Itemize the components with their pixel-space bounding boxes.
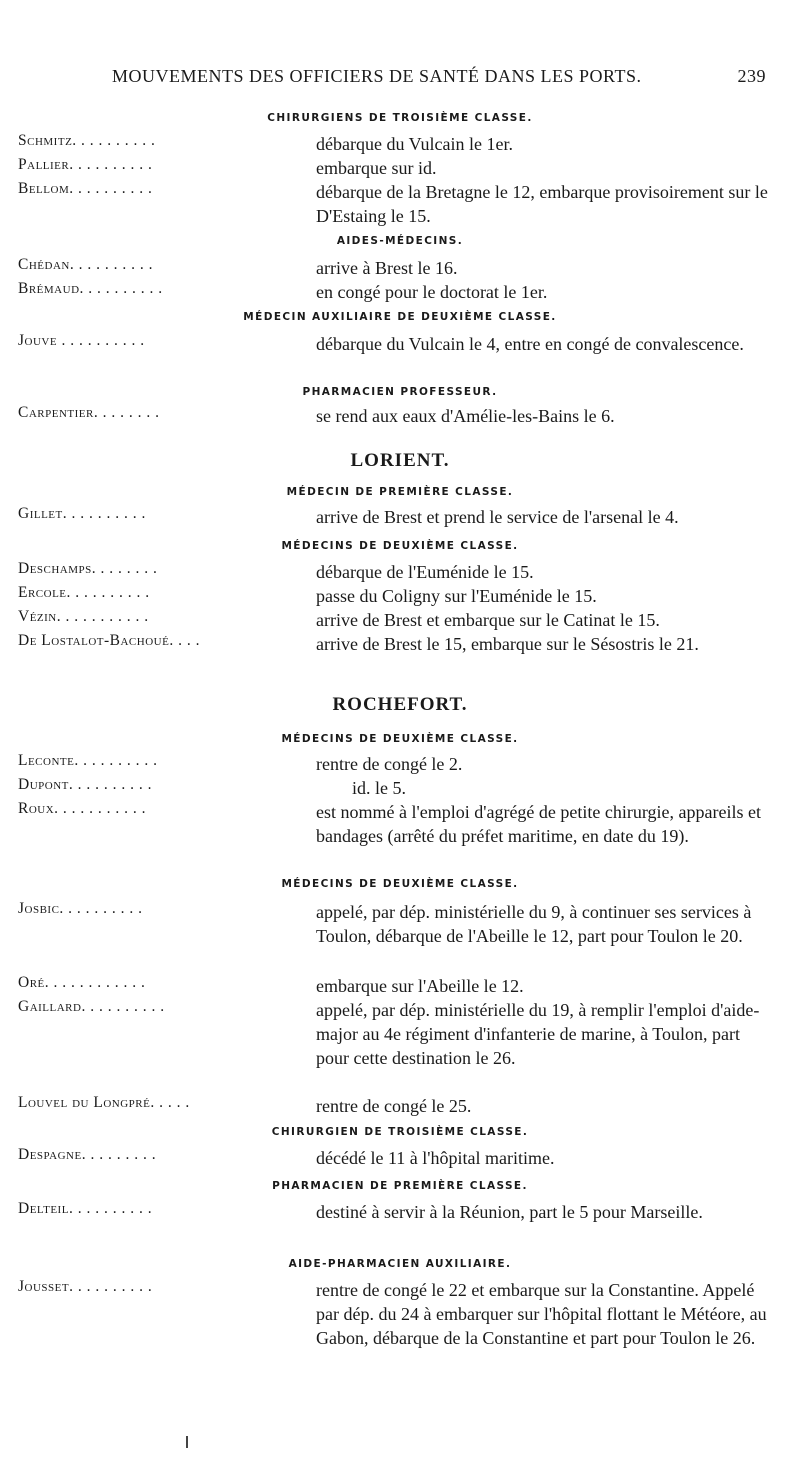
section-heading-rochefort-pharmacien-1: PHARMACIEN DE PREMIÈRE CLASSE. xyxy=(272,1180,528,1192)
movement-text: arrive de Brest le 15, embarque sur le Sésostris le 21. xyxy=(316,634,699,654)
movement-text: débarque du Vulcain le 4, entre en congé de convalescence. xyxy=(316,334,744,354)
movement-text: en congé pour le doctorat le 1er. xyxy=(316,282,548,302)
officer-name: Chédan. . . . . . . . . . xyxy=(18,256,153,273)
movement-text: débarque de l'Euménide le 15. xyxy=(316,562,534,582)
officer-name: Gaillard. . . . . . . . . . xyxy=(18,998,165,1015)
section-heading-rochefort-chirurgien-3: CHIRURGIEN DE TROISIÈME CLASSE. xyxy=(271,1126,529,1138)
officer-name: Josbic. . . . . . . . . . xyxy=(18,900,143,917)
officer-name: De Lostalot-Bachoué. . . . xyxy=(18,632,200,649)
movement-text: id. le 5. xyxy=(352,778,406,798)
movement-text: débarque de la Bretagne le 12, embarque provisoirement sur le D'Estaing le 15. xyxy=(316,182,768,226)
officer-name: Leconte. . . . . . . . . . xyxy=(18,752,158,769)
movement-text: rentre de congé le 25. xyxy=(316,1096,472,1116)
port-heading-rochefort: ROCHEFORT. xyxy=(332,694,468,715)
section-heading-lorient-medecins-2: MÉDECINS DE DEUXIÈME CLASSE. xyxy=(281,540,519,552)
running-head xyxy=(112,66,766,92)
section-heading-rochefort-medecins-2b: MÉDECINS DE DEUXIÈME CLASSE. xyxy=(281,878,519,890)
officer-name: Vézin. . . . . . . . . . . xyxy=(18,608,149,625)
movement-text: rentre de congé le 2. xyxy=(316,754,463,774)
movement-text: destiné à servir à la Réunion, part le 5 pour Marseille. xyxy=(316,1202,703,1222)
officer-name: Schmitz. . . . . . . . . . xyxy=(18,132,156,149)
section-heading-rochefort-aide-pharmacien: AIDE-PHARMACIEN AUXILIAIRE. xyxy=(288,1258,512,1270)
officer-name: Despagne. . . . . . . . . xyxy=(18,1146,157,1163)
movement-text: débarque du Vulcain le 1er. xyxy=(316,134,514,154)
movement-text: appelé, par dép. ministérielle du 9, à continuer ses services à Toulon, débarque de l'Abeille le 12, part pour Toulon le 20. xyxy=(316,902,752,946)
officer-name: Roux. . . . . . . . . . . xyxy=(18,800,147,817)
movement-text: arrive à Brest le 16. xyxy=(316,258,458,278)
section-heading-lorient-medecin-1: MÉDECIN DE PREMIÈRE CLASSE. xyxy=(286,486,514,498)
section-heading-rochefort-medecins-2a: MÉDECINS DE DEUXIÈME CLASSE. xyxy=(281,733,519,745)
officer-name: Delteil. . . . . . . . . . xyxy=(18,1200,153,1217)
officer-name: Jouve . . . . . . . . . . xyxy=(18,332,145,349)
officer-name: Deschamps. . . . . . . . xyxy=(18,560,158,577)
movement-text: rentre de congé le 22 et embarque sur la Constantine. Appelé par dép. du 24 à embarquer sur l'hôpital flottant le Météore, au Gabon, débarque de la Constantine et part pour Toulon le 26. xyxy=(316,1280,767,1348)
scan-mark xyxy=(186,1436,188,1448)
section-heading-pharmacien-professeur: PHARMACIEN PROFESSEUR. xyxy=(302,386,498,398)
section-heading-medecin-auxiliaire-2: MÉDECIN AUXILIAIRE DE DEUXIÈME CLASSE. xyxy=(243,311,557,323)
movement-text: se rend aux eaux d'Amélie-les-Bains le 6. xyxy=(316,406,615,426)
officer-name: Dupont. . . . . . . . . . xyxy=(18,776,152,793)
officer-name: Jousset. . . . . . . . . . xyxy=(18,1278,153,1295)
movement-text: embarque sur id. xyxy=(316,158,437,178)
section-heading-chirurgiens-3: CHIRURGIENS DE TROISIÈME CLASSE. xyxy=(267,112,533,124)
movement-text: passe du Coligny sur l'Euménide le 15. xyxy=(316,586,597,606)
movement-text: est nommé à l'emploi d'agrégé de petite chirurgie, appareils et bandages (arrêté du préfet maritime, en date du 19). xyxy=(316,802,761,846)
page-number: 239 xyxy=(737,66,766,86)
movement-text: arrive de Brest et prend le service de l'arsenal le 4. xyxy=(316,507,679,527)
movement-text: appelé, par dép. ministérielle du 19, à remplir l'emploi d'aide-major au 4e régiment d'infanterie de marine, à Toulon, part pour cette destination le 26. xyxy=(316,1000,760,1068)
movement-text: décédé le 11 à l'hôpital maritime. xyxy=(316,1148,555,1168)
officer-name: Carpentier. . . . . . . . xyxy=(18,404,160,421)
officer-name: Louvel du Longpré. . . . . xyxy=(18,1094,190,1111)
running-title: MOUVEMENTS DES OFFICIERS DE SANTÉ DANS LES PORTS. xyxy=(112,66,642,86)
officer-name: Gillet. . . . . . . . . . xyxy=(18,505,146,522)
officer-name: Bellom. . . . . . . . . . xyxy=(18,180,153,197)
section-heading-aides-medecins: AIDES-MÉDECINS. xyxy=(336,235,464,247)
movement-text: arrive de Brest et embarque sur le Catinat le 15. xyxy=(316,610,660,630)
officer-name: Ercole. . . . . . . . . . xyxy=(18,584,150,601)
officer-name: Oré. . . . . . . . . . . . xyxy=(18,974,146,991)
officer-name: Brémaud. . . . . . . . . . xyxy=(18,280,163,297)
movement-text: embarque sur l'Abeille le 12. xyxy=(316,976,524,996)
officer-name: Pallier. . . . . . . . . . xyxy=(18,156,153,173)
port-heading-lorient: LORIENT. xyxy=(350,450,450,471)
